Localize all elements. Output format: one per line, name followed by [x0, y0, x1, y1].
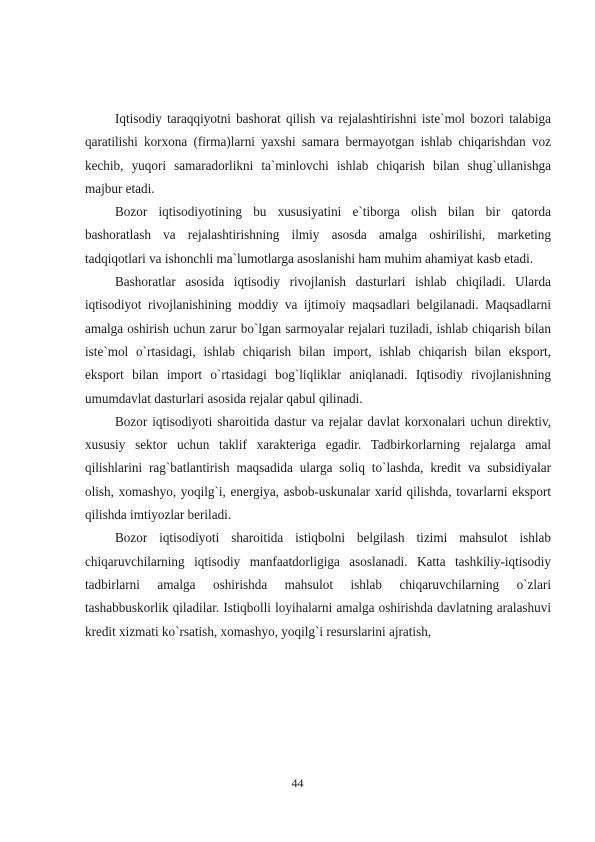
paragraph-5: Bozor iqtisodiyoti sharoitida istiqbolni belgilash tizimi mahsulot ishlab chiqaruvchilarning iqtisodiy manfaatdorligiga asoslanadi. Katta tashkiliy-iqtisodiy tadbirlarni amalga oshirishda mahsulot ishlab chiqaruvchilarning o`zlari tashabbuskorlik qiladilar. Istiqbolli loyihalarni amalga oshirishda davlatning aralashuvi kredit xizmati ko`rsatish, xomashyo, yoqilg`i resurslarini ajratish,: [85, 530, 551, 639]
document-body: [85, 107, 551, 643]
paragraph-3: Bashoratlar asosida iqtisodiy rivojlanish dasturlari ishlab chiqiladi. Ularda iqtisodiyot rivojlanishining moddiy va ijtimoiy maqsadlari belgilanadi. Maqsadlarni amalga oshirish uchun zarur bo`lgan sarmoyalar rejalari tuziladi, ishlab chiqarish bilan iste`mol o`rtasidagi, ishlab chiqarish bilan import, ishlab chiqarish bilan eksport, eksport bilan import o`rtasidagi bog`liqliklar aniqlanadi. Iqtisodiy rivojlanishning umumdavlat dasturlari asosida rejalar qabul qilinadi.: [85, 274, 551, 406]
paragraph-2: Bozor iqtisodiyotining bu xususiyatini e`tiborga olish bilan bir qatorda bashoratlash va rejalashtirishning ilmiy asosda amalga oshirilishi, marketing tadqiqotlari va ishonchli ma`lumotlarga asoslanishi ham muhim ahamiyat kasb etadi.: [85, 204, 551, 266]
paragraph-1: Iqtisodiy taraqqiyotni bashorat qilish va rejalashtirishni iste`mol bozori talabiga qaratilishi korxona (firma)larni yaxshi samara bermayotgan ishlab chiqarishdan voz kechib, yuqori samaradorlikni ta`minlovchi ishlab chiqarish bilan shug`ullanishga majbur etadi.: [85, 111, 551, 196]
page-number: 44: [291, 776, 304, 790]
paragraph-4: Bozor iqtisodiyoti sharoitida dastur va rejalar davlat korxonalari uchun direktiv, xususiy sektor uchun taklif xarakteriga egadir. Tadbirkorlarning rejalarga amal qilishlarini rag`batlantirish maqsadida ularga soliq to`lashda, kredit va subsidiyalar olish, xomashyo, yoqilg`i, energiya, asbob-uskunalar xarid qilishda, tovarlarni eksport qilishda imtiyozlar beriladi.: [85, 413, 551, 523]
